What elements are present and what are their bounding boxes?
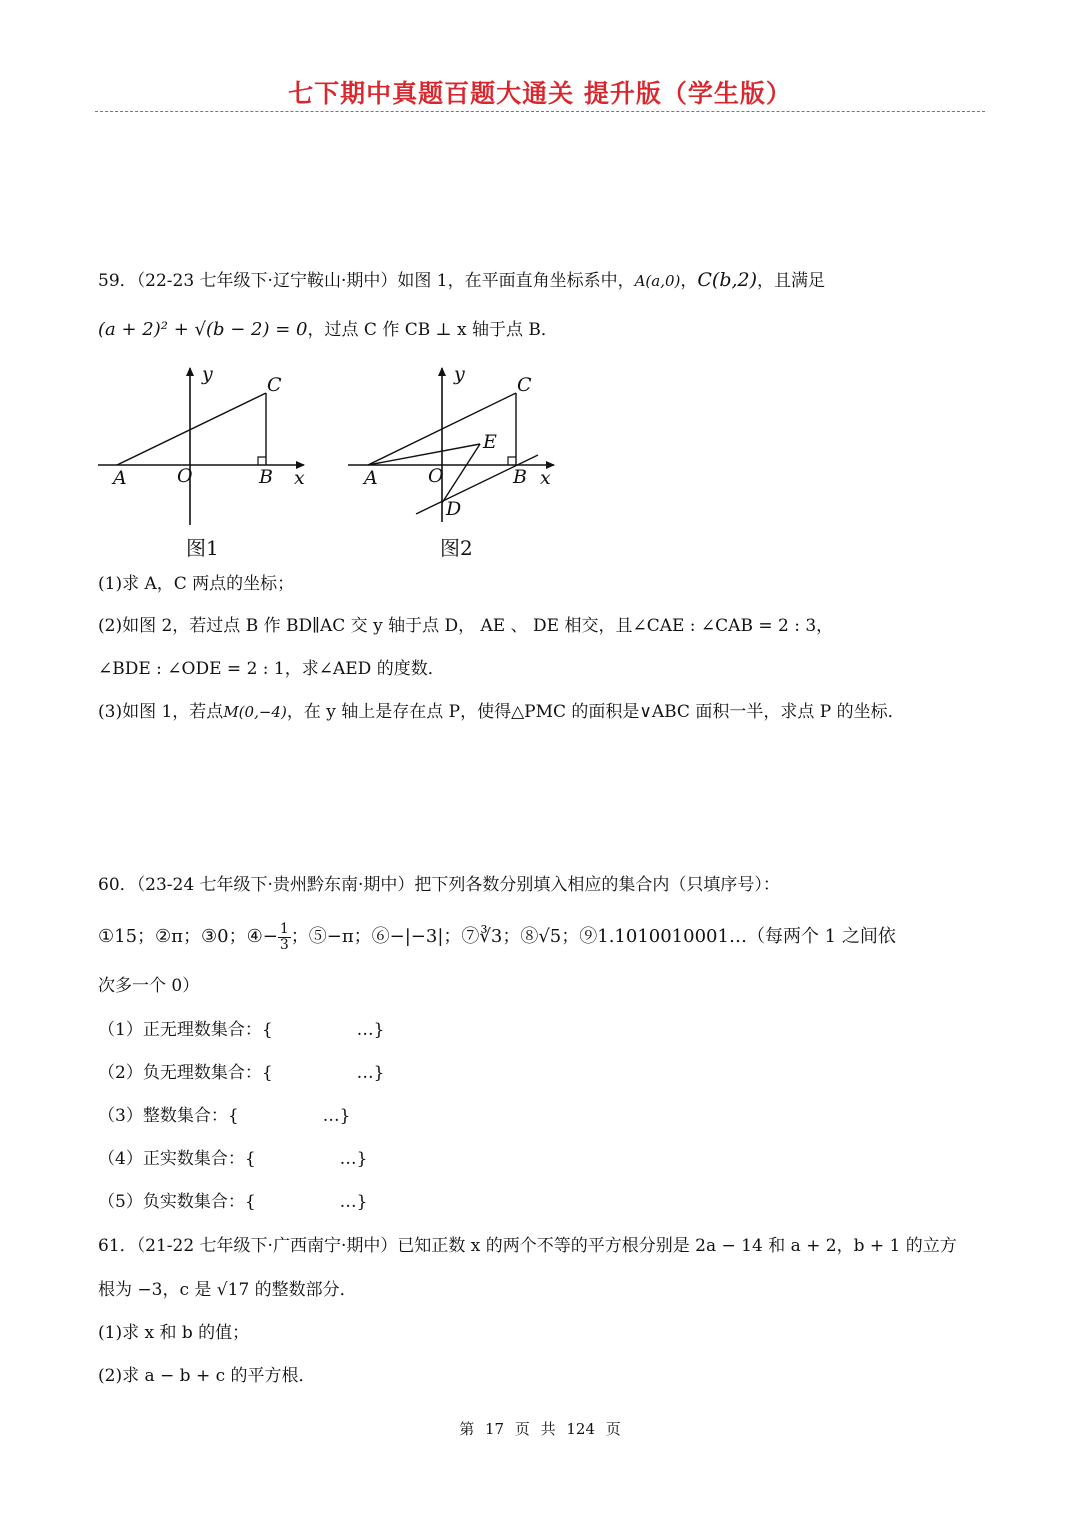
q59-number: 59．: [98, 271, 137, 291]
q59-point-a: A(a,0): [634, 272, 681, 290]
q59-intro-2: ，且满足: [757, 271, 826, 291]
q60-fraction-den: 3: [279, 936, 289, 953]
fig2-label-c: C: [517, 374, 532, 396]
q60-set-5-label: （5）负实数集合：{: [98, 1192, 256, 1212]
fig1-right-angle-mark: [258, 457, 266, 465]
fig1-label-a: A: [113, 467, 127, 489]
page-header-title: 七下期中真题百题大通关 提升版（学生版）: [288, 79, 792, 108]
q60-set-4: [98, 1147, 367, 1171]
fig2-caption: 图2: [440, 536, 473, 560]
page-footer: 第 17 页 共 124 页: [459, 1420, 621, 1438]
q59-point-m: M(0,−4): [223, 703, 287, 721]
q59-source: （22-23 七年级下·辽宁鞍山·期中）: [136, 271, 398, 291]
figure-2: [344, 360, 564, 530]
q60-set-5-end: …}: [339, 1192, 368, 1212]
fig2-label-o: O: [428, 465, 444, 487]
q60-set-1: [98, 1018, 384, 1042]
fig2-label-x: x: [540, 467, 551, 489]
fig1-label-b: B: [259, 466, 273, 488]
q59-line-2: [98, 318, 558, 342]
q60-fraction-num: 1: [279, 920, 289, 937]
q61-part-2: (2)求 a − b + c 的平方根．: [98, 1366, 316, 1386]
fig1-label-y: y: [202, 363, 213, 385]
q60-set-2-end: …}: [356, 1063, 385, 1083]
fig2-segment-ae: [368, 444, 480, 465]
q60-number: 60．: [98, 875, 137, 895]
fig2-label-y: y: [454, 363, 465, 385]
q60-set-4-end: …}: [339, 1149, 368, 1169]
q59-intro-1: 如图 1，在平面直角坐标系中，: [397, 271, 635, 291]
fig2-right-angle-mark: [508, 457, 516, 465]
q60-set-2: [98, 1061, 384, 1085]
fig2-segment-ed: [442, 444, 480, 503]
q60-set-4-label: （4）正实数集合：{: [98, 1149, 256, 1169]
figure-1: [94, 360, 314, 530]
q59-part-2-line-2: ∠BDE : ∠ODE = 2 : 1，求∠AED 的度数．: [98, 659, 445, 679]
q60-line-1: [98, 873, 780, 897]
fig1-segment-ac: [117, 393, 266, 465]
fig2-label-e: E: [483, 431, 497, 453]
q61-source: （21-22 七年级下·广西南宁·期中）: [136, 1236, 398, 1256]
q59-sep-1: ，: [680, 271, 698, 291]
q59-point-c: C(b,2): [697, 269, 758, 291]
q59-part-3: [98, 700, 905, 724]
q60-source: （23-24 七年级下·贵州黔东南·期中）: [136, 875, 415, 895]
q61-intro: 已知正数 x 的两个不等的平方根分别是 2a − 14 和 a + 2，b + 1 的立方: [397, 1236, 957, 1256]
q59-part-2-line-1: (2)如图 2，若过点 B 作 BD∥AC 交 y 轴于点 D， AE 、 DE 相交，且∠CAE : ∠CAB = 2 : 3，: [98, 616, 834, 636]
q60-items-continued: 次多一个 0）: [98, 976, 200, 996]
q60-items-line: [98, 920, 896, 954]
q60-intro: 把下列各数分别填入相应的集合内（只填序号）：: [414, 875, 780, 895]
q60-items-a: ①15；②π；③0；④−: [98, 926, 278, 947]
fig1-caption: 图1: [186, 536, 219, 560]
q59-cond-tail: ，过点 C 作 CB ⊥ x 轴于点 B．: [307, 320, 558, 340]
q60-fraction: [278, 922, 291, 953]
q59-part-1: (1)求 A，C 两点的坐标；: [98, 574, 295, 594]
q59-part-3-a: (3)如图 1，若点: [98, 702, 224, 722]
q60-set-2-label: （2）负无理数集合：{: [98, 1063, 273, 1083]
q59-condition: (a + 2)² + √(b − 2) = 0: [98, 319, 308, 340]
q60-set-1-end: …}: [356, 1020, 385, 1040]
q61-line-1: [98, 1234, 957, 1258]
q61-number: 61．: [98, 1236, 137, 1256]
fig1-label-c: C: [267, 374, 282, 396]
header-divider: [95, 111, 985, 112]
q59-line-1: [98, 268, 825, 293]
q60-set-3-label: （3）整数集合：{: [98, 1106, 239, 1126]
fig1-label-x: x: [294, 467, 305, 489]
fig2-label-d: D: [446, 498, 462, 520]
q61-part-1: (1)求 x 和 b 的值；: [98, 1323, 250, 1343]
q60-set-1-label: （1）正无理数集合：{: [98, 1020, 273, 1040]
q60-items-b: ；⑤−π；⑥−|−3|；⑦∛3；⑧√5；⑨1.1010010001…（每两个 1 之间依: [290, 926, 896, 947]
fig2-label-b: B: [513, 466, 527, 488]
fig2-label-a: A: [364, 467, 378, 489]
q60-set-5: [98, 1190, 367, 1214]
q60-set-3: [98, 1104, 350, 1128]
q60-set-3-end: …}: [322, 1106, 351, 1126]
fig1-label-o: O: [177, 465, 193, 487]
q59-part-3-b: ，在 y 轴上是存在点 P，使得△PMC 的面积是∨ABC 面积一半，求点 P 的坐标．: [286, 702, 905, 722]
q61-line-2: 根为 −3，c 是 √17 的整数部分．: [98, 1280, 357, 1300]
